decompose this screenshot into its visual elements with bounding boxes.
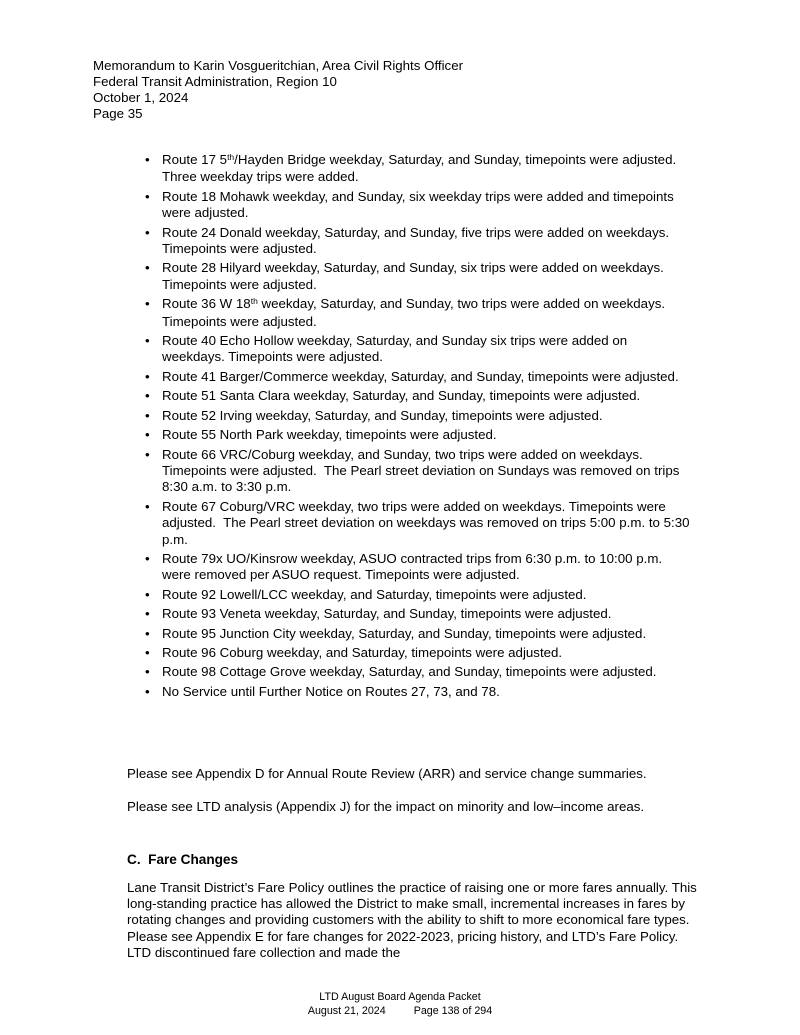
route-change-item: • Route 40 Echo Hollow weekday, Saturday, and Sunday six trips were added on weekdays. Timepoints were adjusted. — [143, 333, 691, 366]
route-change-item: • Route 96 Coburg weekday, and Saturday, timepoints were adjusted. — [143, 645, 691, 661]
memo-header — [93, 58, 463, 122]
ordinal-superscript: th — [250, 296, 258, 307]
route-change-item: • Route 95 Junction City weekday, Saturday, and Sunday, timepoints were adjusted. — [143, 626, 691, 642]
route-change-item: • Route 98 Cottage Grove weekday, Saturday, and Sunday, timepoints were adjusted. — [143, 664, 691, 680]
footer-page-ref: Page 138 of 294 — [413, 1004, 493, 1017]
route-change-item: • Route 79x UO/Kinsrow weekday, ASUO contracted trips from 6:30 p.m. to 10:00 p.m. were removed per ASUO request. Timepoints were adjusted. — [143, 551, 691, 584]
appendix-d-note: Please see Appendix D for Annual Route Review (ARR) and service change summaries. — [127, 766, 647, 781]
footer-packet-line: LTD August Board Agenda Packet — [319, 991, 481, 1003]
route-change-list-container — [143, 152, 694, 703]
route-change-item: • Route 52 Irving weekday, Saturday, and Sunday, timepoints were adjusted. — [143, 408, 691, 424]
route-change-item: • Route 28 Hilyard weekday, Saturday, and Sunday, six trips were added on weekdays. Timepoints were adjusted. — [143, 260, 691, 293]
page-footer — [0, 991, 800, 1018]
route-change-item: • Route 66 VRC/Coburg weekday, and Sunday, two trips were added on weekdays. Timepoints were adjusted. The Pearl street deviation on Sundays was removed on trips 8:30 a.m. to 3:30 p.m. — [143, 447, 691, 496]
memo-page-number-line: Page 35 — [93, 106, 143, 121]
route-change-item: • Route 41 Barger/Commerce weekday, Saturday, and Sunday, timepoints were adjusted. — [143, 369, 691, 385]
route-change-item: • Route 67 Coburg/VRC weekday, two trips were added on weekdays. Timepoints were adjusted. The Pearl street deviation on weekdays was removed on trips 5:00 p.m. to 5:30 p.m. — [143, 499, 691, 548]
appendix-j-note: Please see LTD analysis (Appendix J) for the impact on minority and low–income areas. — [127, 799, 645, 814]
route-change-item: • Route 24 Donald weekday, Saturday, and Sunday, five trips were added on weekdays. Timepoints were adjusted. — [143, 225, 691, 258]
footer-date: August 21, 2024 — [307, 1004, 386, 1017]
route-change-item: • Route 93 Veneta weekday, Saturday, and Sunday, timepoints were adjusted. — [143, 606, 691, 622]
memo-date-line: October 1, 2024 — [93, 90, 189, 105]
route-change-item: • Route 36 W 18th weekday, Saturday, and Sunday, two trips were added on weekdays. Timepoints were adjusted. — [143, 296, 691, 330]
route-change-item: • Route 51 Santa Clara weekday, Saturday, and Sunday, timepoints were adjusted. — [143, 388, 691, 404]
fare-changes-paragraph: Lane Transit District’s Fare Policy outlines the practice of raising one or more fares annually. This long-standing practice has allowed the District to make small, incremental increases in fares by rotating changes and providing customers with the ability to shift to more economical fare types. Please see Appendix E for fare changes for 2022-2023, pricing history, and LTD’s Fare Policy. LTD discontinued fare collection and made the — [127, 880, 701, 960]
route-change-item: • Route 92 Lowell/LCC weekday, and Saturday, timepoints were adjusted. — [143, 587, 691, 603]
ordinal-superscript: th — [227, 152, 235, 162]
footer-second-line — [0, 1005, 800, 1019]
route-change-item: • Route 17 5th/Hayden Bridge weekday, Saturday, and Sunday, timepoints were adjusted. Three weekday trips were added. — [143, 152, 691, 186]
memo-recipient-line: Memorandum to Karin Vosgueritchian, Area Civil Rights Officer — [93, 58, 464, 73]
section-c-heading: C. Fare Changes — [127, 852, 239, 867]
memo-agency-line: Federal Transit Administration, Region 10 — [93, 74, 337, 89]
route-change-item: • Route 18 Mohawk weekday, and Sunday, six weekday trips were added and timepoints were adjusted. — [143, 189, 691, 222]
route-change-item: • Route 55 North Park weekday, timepoints were adjusted. — [143, 427, 691, 443]
route-change-item: • No Service until Further Notice on Routes 27, 73, and 78. — [143, 684, 691, 700]
route-change-list — [143, 152, 694, 700]
